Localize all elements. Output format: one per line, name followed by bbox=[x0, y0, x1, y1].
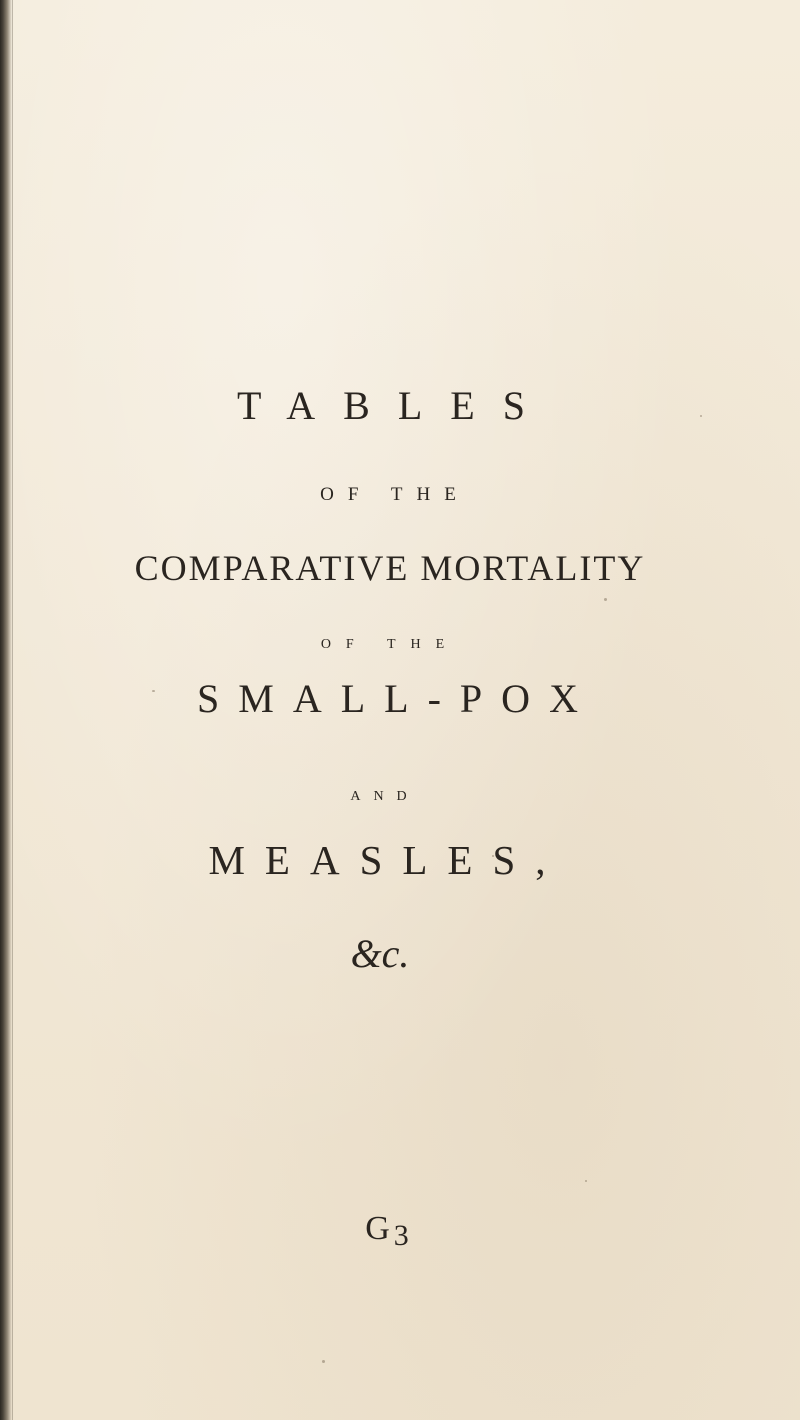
title-etc: &c. bbox=[350, 931, 410, 976]
title-tables: TABLES bbox=[237, 383, 553, 428]
paper-speck bbox=[322, 1360, 325, 1363]
signature-number: 3 bbox=[393, 1219, 409, 1252]
title-measles: MEASLES, bbox=[208, 837, 566, 883]
title-comparative-mortality: COMPARATIVE MORTALITY bbox=[134, 548, 646, 588]
title-and: AND bbox=[350, 789, 420, 804]
title-of-the: OF THE bbox=[320, 484, 470, 505]
title-small-pox: SMALL-POX bbox=[197, 676, 597, 721]
title-of-the-second: OF THE bbox=[320, 637, 460, 652]
paper-speck bbox=[604, 598, 607, 601]
signature-letter: G bbox=[365, 1210, 390, 1247]
paper-speck bbox=[585, 1180, 587, 1182]
signature-mark bbox=[0, 1210, 760, 1252]
